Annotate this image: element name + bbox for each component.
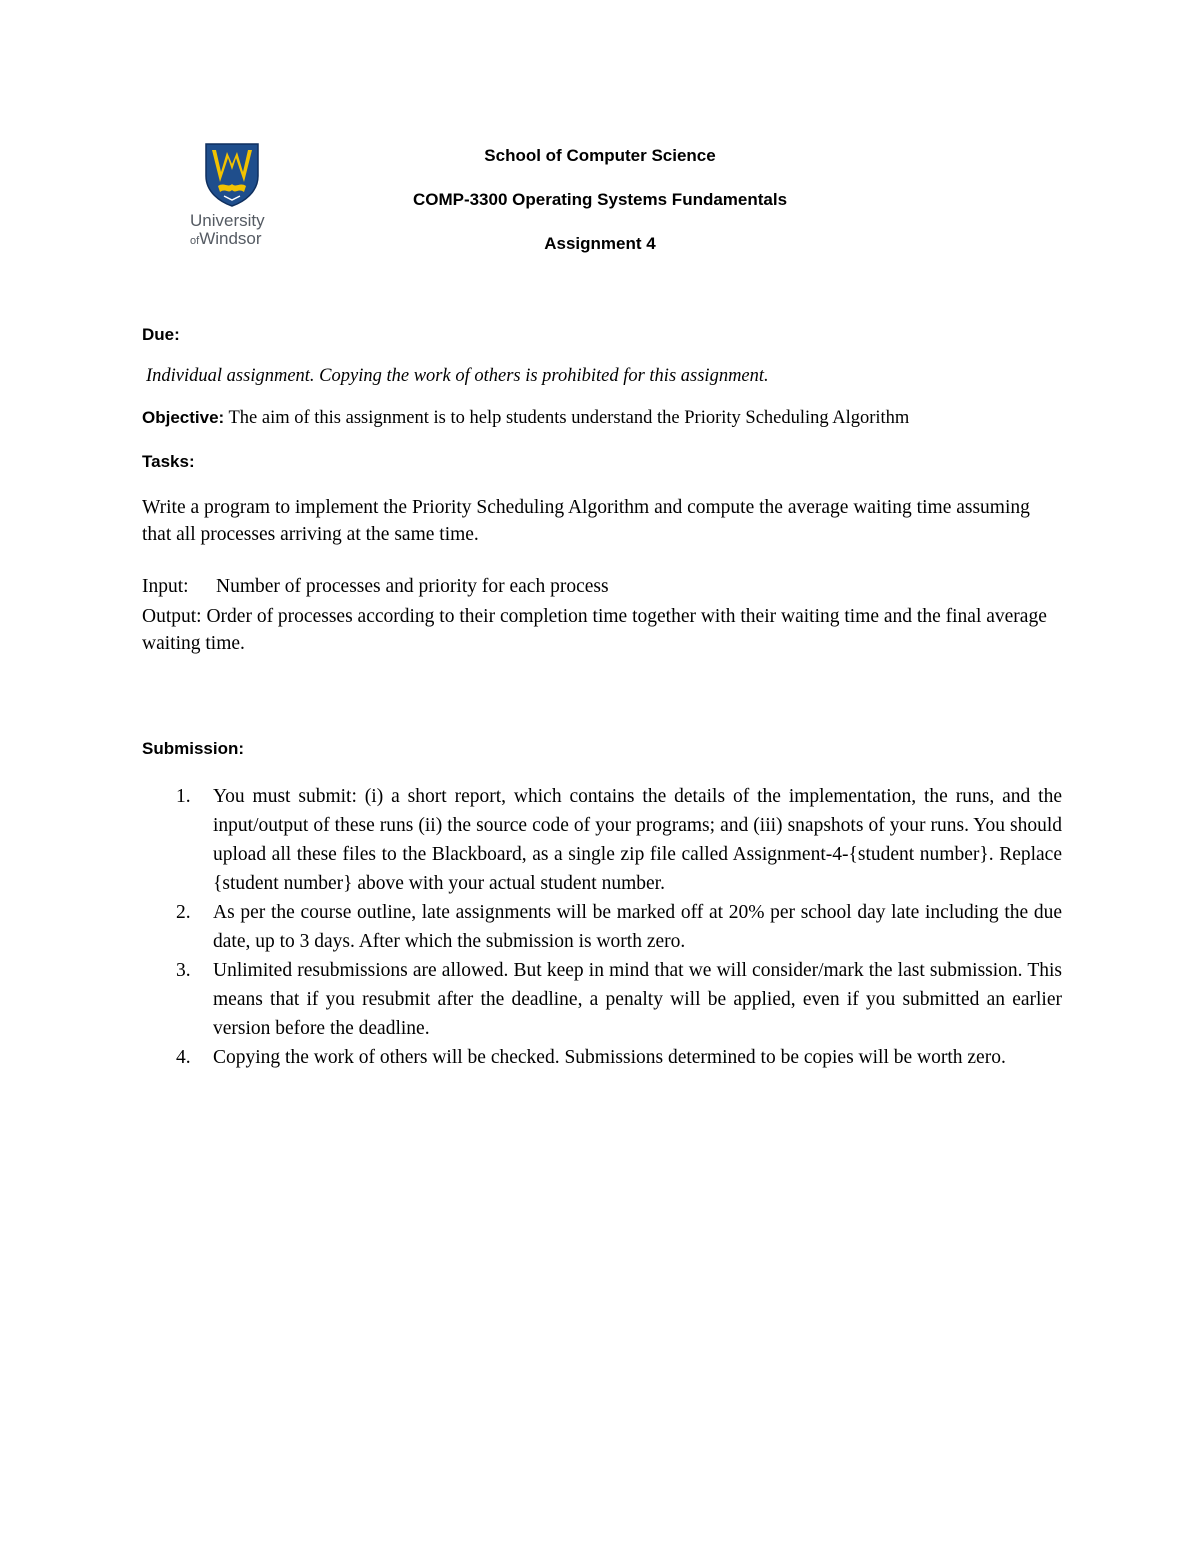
objective-text: The aim of this assignment is to help students understand the Priority Scheduling Algorithm <box>224 408 910 428</box>
list-item-text: Unlimited resubmissions are allowed. But keep in mind that we will consider/mark the last submission. This means that if you resubmit after the deadline, a penalty will be applied, even if you submitted an earlier version before the deadline. <box>213 960 1062 1039</box>
school-title: School of Computer Science <box>484 146 716 165</box>
list-item-number: 2. <box>176 902 191 923</box>
input-line <box>142 573 609 600</box>
shield-crest-icon <box>204 142 260 208</box>
submission-label: Submission: <box>142 739 245 758</box>
course-title: COMP-3300 Operating Systems Fundamentals <box>412 190 788 209</box>
list-item-number: 3. <box>176 960 191 981</box>
assignment-title: Assignment 4 <box>544 234 656 253</box>
input-label: Input: <box>142 576 189 597</box>
tasks-description: Write a program to implement the Priority Scheduling Algorithm and compute the average waiting time assuming that all processes arriving at the same time. <box>142 497 1030 545</box>
list-item-text: As per the course outline, late assignments will be marked off at 20% per school day late including the due date, up to 3 days. After which the submission is worth zero. <box>213 902 1062 952</box>
output-text: Order of processes according to their completion time together with their waiting time and the final average waiting time. <box>142 606 1047 654</box>
due-note: Individual assignment. Copying the work of others is prohibited for this assignment. <box>146 366 769 386</box>
list-item-text: Copying the work of others will be checked. Submissions determined to be copies will be worth zero. <box>213 1047 1006 1068</box>
university-logo <box>190 142 280 254</box>
due-label: Due: <box>142 325 180 344</box>
list-item <box>142 956 1062 1043</box>
logo-text-university: University <box>190 211 265 230</box>
objective-paragraph <box>142 408 909 429</box>
submission-list <box>142 782 1062 1072</box>
list-item <box>142 782 1062 898</box>
output-label: Output: <box>142 606 202 627</box>
list-item <box>142 898 1062 956</box>
list-item-number: 4. <box>176 1047 191 1068</box>
logo-text-of: of <box>190 235 200 247</box>
list-item-number: 1. <box>176 786 191 807</box>
output-paragraph <box>142 603 1060 657</box>
list-item-text: You must submit: (i) a short report, which contains the details of the implementation, the runs, and the input/output of these runs (ii) the source code of your programs; and (iii) snapshots of your runs. You should upload all these files to the Blackboard, as a single zip file called Assignment-4-{student number}. Replace {student number} above with your actual student number. <box>213 786 1062 894</box>
objective-label: Objective: <box>142 408 225 427</box>
list-item <box>142 1043 1062 1072</box>
logo-text-windsor: Windsor <box>199 229 262 248</box>
input-text: Number of processes and priority for each process <box>216 576 609 597</box>
tasks-label: Tasks: <box>142 452 195 471</box>
